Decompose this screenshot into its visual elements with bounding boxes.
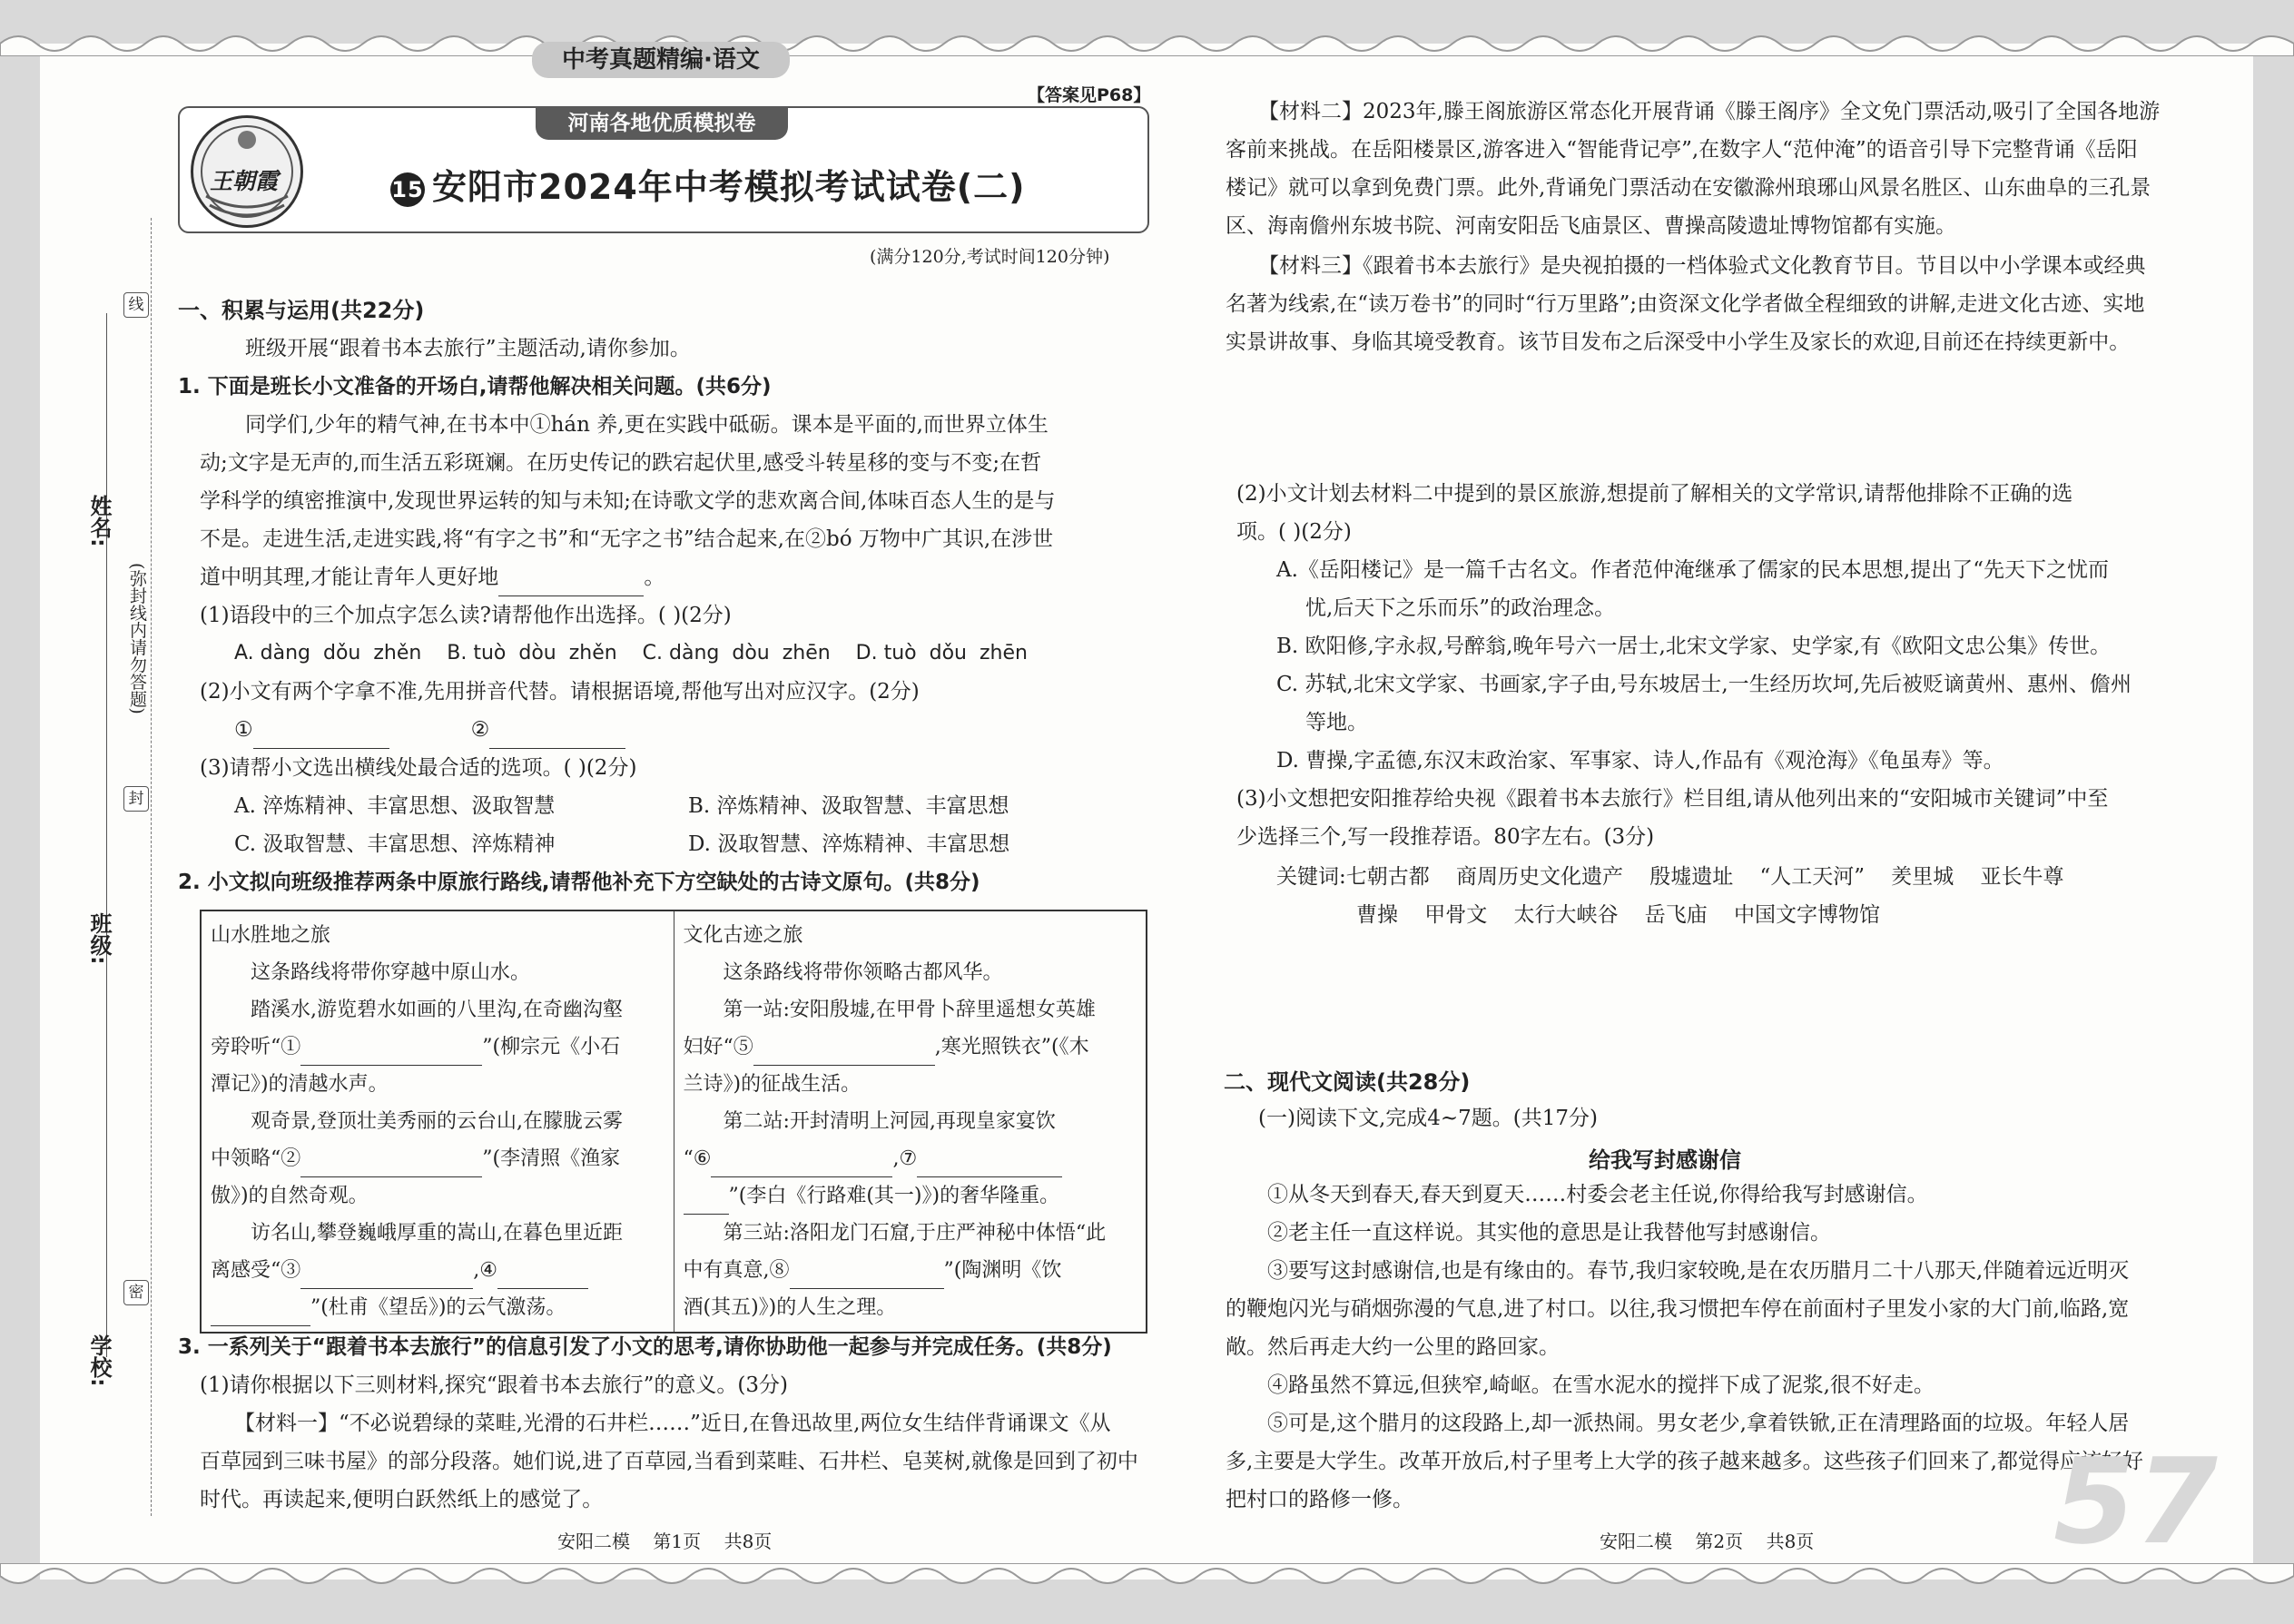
q1-sub1-options: A. dàng dǒu zhěn B. tuò dòu zhěn C. dàng dòu zhēn D. tuò dǒu zhēn [234,642,1028,664]
source-5: ,寒光照铁衣”(《木 [934,1036,1089,1058]
source-6: ”(李白《行路难(其一)》)的奢华隆重。 [728,1185,1060,1207]
poem-blank-3[interactable] [300,1265,473,1289]
section-2-heading: 二、现代文阅读(共28分) [1224,1069,1471,1095]
story-para-3-line3: 敞。然后再走大约一公里的路回家。 [1226,1335,1560,1359]
route-culture-line3a: 第二站:开封清明上河园,再现皇家宴饮 [723,1110,1056,1133]
blank-label-1: 旁聆听“① [211,1036,301,1058]
source-3: ”(杜甫《望岳》)的云气激荡。 [310,1296,566,1319]
exam-info: (满分120分,考试时间120分钟) [870,247,1110,267]
exam-title-text: 安阳市2024年中考模拟考试试卷(二) [432,167,1026,207]
route-culture-line2b [684,1029,1137,1066]
material-2-line4: 区、海南儋州东坡书院、河南安阳岳飞庙景区、曹操高陵遗址博物馆都有实施。 [1226,214,1956,238]
section-1-heading: 一、积累与运用(共22分) [178,298,425,323]
q1-passage-line5-text: 道中明其理,才能让青年人更好地 [200,566,499,589]
poem-blank-7a[interactable] [917,1153,1062,1177]
blank-1-label: ① [234,718,253,742]
wavy-border-bottom [0,1563,2294,1599]
q3-sub2-option-c1: C. 苏轼,北宋文学家、书画家,字子由,号东坡居士,一生经历坎坷,先后被贬谪黄州、惠州、儋州 [1276,673,2132,696]
story-para-5-line3: 把村口的路修一修。 [1226,1488,1413,1511]
q3-sub3-line2: 少选择三个,写一段推荐语。80字左右。(3分) [1236,825,1655,849]
blank-label-7: ,⑦ [892,1147,918,1170]
binding-note: (弥封线内请勿答题) [127,563,147,714]
page-number-stamp: 57 [2053,1432,2218,1570]
poem-blank-1[interactable] [300,1041,482,1066]
route-landscape-line4d [211,1289,665,1326]
q1-blank-answer[interactable] [498,572,644,596]
story-para-4: ④路虽然不算远,但狭窄,崎岖。在雪水泥水的搅拌下成了泥浆,很不好走。 [1267,1373,1935,1397]
q1-passage-line5: 道中明其理,才能让青年人更好地 。 [200,558,665,596]
seal-mark-secret: 密 [123,1280,149,1305]
binding-line [106,313,107,1357]
exam-number-badge: 15 [390,172,425,207]
exam-title [390,159,1026,209]
route-culture-line4a: 第三站:洛阳龙门石窟,于庄严神秘中体悟“此 [723,1222,1107,1245]
route-culture [674,910,1147,1333]
question-2: 2. 小文拟向班级推荐两条中原旅行路线,请帮他补充下方空缺处的古诗文原句。(共8分) [178,871,980,894]
question-3: 3. 一系列关于“跟着书本去旅行”的信息引发了小文的思考,请你协助他一起参与并完成任务。(共8分) [178,1335,1112,1359]
story-title: 给我写封感谢信 [1589,1147,1741,1173]
q3-sub1-answer-area[interactable] [1226,372,2188,472]
q1-sub1: (1)语段中的三个加点字怎么读?请帮他作出选择。( )(2分) [200,604,732,627]
route-landscape-heading: 山水胜地之旅 [211,924,331,947]
q1-passage-line2: 动;文字是无声的,而生活五彩斑斓。在历史传记的跌宕起伏里,感受斗转星移的变与不变;在哲 [200,451,1042,475]
poem-blank-7b[interactable] [684,1190,729,1215]
blank-label-4: ,④ [473,1259,497,1282]
seal-mark-line: 线 [123,292,149,318]
q1-sub2: (2)小文有两个字拿不准,先用拼音代替。请根据语境,帮他写出对应汉字。(2分) [200,680,920,704]
material-3-line3: 实景讲故事、身临其境受教育。该节目发布之后深受中小学生及家长的欢迎,目前还在持续更新中。 [1226,330,2131,354]
blank-2-input[interactable] [489,724,625,749]
q3-sub2-option-c2: 等地。 [1305,711,1368,734]
source-8: ”(陶渊明《饮 [943,1259,1062,1282]
school-label: 学校: [86,1334,112,1387]
story-para-3-line2: 的鞭炮闪光与硝烟弥漫的气息,进了村口。以往,我习惯把车停在前面村子里发小家的大门前,临路,宽 [1226,1297,2130,1321]
q3-sub2-line2: 项。( )(2分) [1236,520,1352,544]
material-2-line1: 【材料二】2023年,滕王阁旅游区常态化开展背诵《滕王阁序》全文免门票活动,吸引了全国各地游 [1258,100,2161,123]
right-page-footer: 安阳二模 第2页 共8页 [1600,1530,1815,1552]
blank-label-3: 离感受“③ [211,1259,301,1282]
source-2: ”(李清照《渔家 [482,1147,621,1170]
source-1: ”(柳宗元《小石 [482,1036,621,1058]
route-landscape-line4b [211,1252,665,1289]
routes-table [200,910,1147,1334]
story-para-2: ②老主任一直这样说。其实他的意思是让我替他写封感谢信。 [1267,1221,1831,1245]
q1-sub3-option-b: B. 淬炼精神、汲取智慧、丰富思想 [688,794,1009,818]
story-para-5-line1: ⑤可是,这个腊月的这段路上,却一派热闹。男女老少,拿着铁锨,正在清理路面的垃圾。年轻人居 [1267,1412,2130,1435]
blank-label-2: 中领略“② [211,1147,301,1170]
q3-sub2-line1: (2)小文计划去材料二中提到的景区旅游,想提前了解相关的文学常识,请帮他排除不正确的选 [1236,482,2073,506]
story-para-3-line1: ③要写这封感谢信,也是有缘由的。春节,我归家较晚,是在农历腊月二十八那天,伴随着远近明灭 [1267,1259,2130,1283]
route-culture-line3b [684,1140,1137,1177]
wavy-border-top [0,20,2294,56]
poem-blank-4a[interactable] [497,1265,588,1289]
q1-sub3: (3)请帮小文选出横线处最合适的选项。( )(2分) [200,756,637,780]
route-culture-line2a: 第一站:安阳殷墟,在甲骨卜辞里遥想女英雄 [723,999,1096,1021]
class-label: 班级: [86,912,112,965]
answer-reference: 【答案见P68】 [1028,85,1151,105]
route-culture-line4b [684,1252,1137,1289]
name-label: 姓名: [86,495,112,547]
route-landscape-line2d: 潭记》)的清越水声。 [211,1073,389,1096]
q1-sub3-option-c: C. 汲取智慧、丰富思想、淬炼精神 [234,832,556,856]
story-para-1: ①从冬天到春天,春天到夏天……村委会老主任说,你得给我写封感谢信。 [1267,1183,1928,1206]
publisher-logo [191,115,303,228]
route-culture-heading: 文化古迹之旅 [683,924,803,947]
poem-blank-6[interactable] [711,1153,892,1177]
route-landscape-line1: 这条路线将带你穿越中原山水。 [251,961,531,984]
q3-sub2-option-d: D. 曹操,字孟德,东汉末政治家、军事家、诗人,作品有《观沧海》《龟虽寿》等。 [1276,749,2004,773]
q1-passage-line1: 同学们,少年的精气神,在书本中①hán 养,更在实践中砥砺。课本是平面的,而世界立体生 [245,413,1049,437]
material-3-line2: 名著为线索,在“读万卷书”的同时“行万里路”;由资深文化学者做全程细致的讲解,走进文化古迹、实地 [1226,292,2145,316]
q3-sub1: (1)请你根据以下三则材料,探究“跟着书本去旅行”的意义。(3分) [200,1373,788,1397]
title-banner: 河南各地优质模拟卷 [536,107,788,140]
reading-subsection: (一)阅读下文,完成4~7题。(共17分) [1258,1107,1599,1130]
seal-mark-seal: 封 [123,786,149,812]
q1-passage-line3: 学科学的缜密推演中,发现世界运转的知与未知;在诗歌文学的悲欢离合间,体味百态人生的是与 [200,489,1056,513]
q3-sub2-option-a1: A.《岳阳楼记》是一篇千古名文。作者范仲淹继承了儒家的民本思想,提出了“先天下之忧而 [1276,558,2109,582]
material-2-line3: 楼记》就可以拿到免费门票。此外,背诵免门票活动在安徽滁州琅琊山风景名胜区、山东曲阜的三孔景 [1226,176,2151,200]
poem-blank-8[interactable] [790,1265,944,1289]
route-culture-line1: 这条路线将带你领略古都风华。 [723,961,1003,984]
left-page-footer: 安阳二模 第1页 共8页 [557,1530,773,1552]
route-landscape-line2a: 踏溪水,游览碧水如画的八里沟,在奇幽沟壑 [251,999,623,1021]
material-1-line1: 【材料一】“不必说碧绿的菜畦,光滑的石井栏……”近日,在鲁迅故里,两位女生结伴背诵课文《从 [234,1412,1111,1435]
q3-sub2-option-a2: 忧,后天下之乐而乐”的政治理念。 [1305,596,1616,620]
poem-blank-5[interactable] [753,1041,935,1066]
poem-blank-4b[interactable] [211,1302,310,1326]
q1-sub3-option-d: D. 汲取智慧、淬炼精神、丰富思想 [688,832,1010,856]
keywords-line1: 关键词:七朝古都 商周历史文化遗产 殷墟遗址 “人工天河” 羑里城 亚长牛尊 [1276,865,2064,889]
q3-sub3-line1: (3)小文想把安阳推荐给央视《跟着书本去旅行》栏目组,请从他列出来的“安阳城市关键词”中至 [1236,787,2109,811]
poem-blank-2[interactable] [300,1153,482,1177]
material-1-line3: 时代。再读起来,便明白跃然纸上的感觉了。 [200,1488,604,1511]
material-1-line2: 百草园到三味书屋》的部分段落。她们说,进了百草园,当看到菜畦、石井栏、皂荚树,就像是回到了初中 [200,1450,1138,1473]
material-2-line2: 客前来挑战。在岳阳楼景区,游客进入“智能背记亭”,在数字人“范仲淹”的语音引导下完整背诵《岳阳 [1226,138,2138,162]
story-para-5-line2: 多,主要是大学生。改革开放后,村子里考上大学的孩子越来越多。这些孩子们回来了,都觉得应该好好 [1226,1450,2143,1473]
route-culture-line2d: 兰诗》)的征战生活。 [683,1073,861,1096]
route-landscape-line3a: 观奇景,登顶壮美秀丽的云台山,在朦胧云雾 [251,1110,623,1133]
blank-2-label: ② [470,718,490,742]
route-landscape-line2b [211,1029,665,1066]
blank-label-8: 中有真意,⑧ [683,1259,790,1282]
route-culture-line4d: 酒(其五)》)的人生之理。 [683,1296,897,1319]
question-1: 1. 下面是班长小文准备的开场白,请帮他解决相关问题。(共6分) [178,375,772,399]
logo-text: 王朝霞 [210,168,279,194]
route-landscape-line3d: 傲》)的自然奇观。 [211,1185,369,1207]
blank-label-5: 妇好“⑤ [683,1036,753,1058]
book-header-tab: 中考真题精编·语文 [532,42,790,78]
blank-1-input[interactable] [253,724,389,749]
q1-sub3-option-a: A. 淬炼精神、丰富思想、汲取智慧 [234,794,556,818]
activity-intro: 班级开展“跟着书本去旅行”主题活动,请你参加。 [245,337,691,360]
route-landscape [201,910,674,1333]
route-culture-line3d [684,1177,1137,1215]
seal-line [151,218,152,1516]
q3-sub2-option-b: B. 欧阳修,字永叔,号醉翁,晚年号六一居士,北宋文学家、史学家,有《欧阳文忠公集》传世。 [1276,635,2112,658]
keywords-line2: 曹操 甲骨文 太行大峡谷 岳飞庙 中国文字博物馆 [1356,903,1880,927]
blank-label-6: “⑥ [683,1147,712,1170]
material-3-line1: 【材料三】《跟着书本去旅行》是央视拍摄的一档体验式文化教育节目。节目以中小学课本或经典 [1258,254,2146,278]
q1-sub2-blanks [234,711,625,749]
q1-passage-line4: 不是。走进生活,走进实践,将“有字之书”和“无字之书”结合起来,在②bó 万物中广其识,在涉世 [200,527,1054,551]
route-landscape-line4a: 访名山,攀登巍峨厚重的嵩山,在暮色里近距 [251,1222,623,1245]
q3-sub3-answer-area[interactable] [1226,944,2188,1053]
route-landscape-line3b [211,1140,665,1177]
